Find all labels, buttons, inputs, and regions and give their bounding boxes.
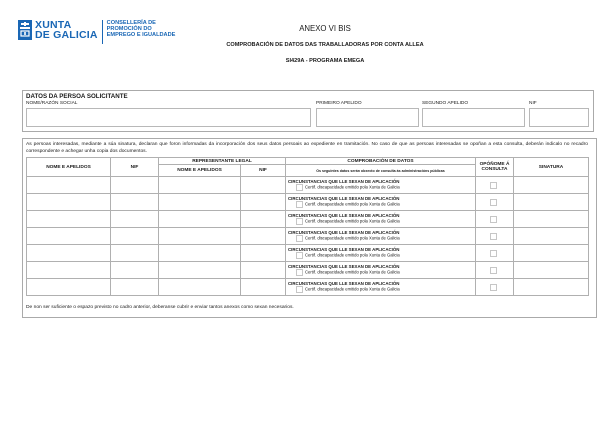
annex-title: ANEXO VI BIS — [299, 24, 351, 33]
col-header-legal-rep: REPRESENTANTE LEGAL — [159, 158, 286, 165]
row-nif-cell[interactable] — [111, 245, 159, 262]
dept-line1: CONSELLERÍA DE — [106, 20, 156, 26]
row-signature-cell[interactable] — [514, 211, 589, 228]
row-rep-name-cell[interactable] — [159, 245, 241, 262]
row-signature-cell[interactable] — [514, 177, 589, 194]
row-name-cell[interactable] — [27, 228, 111, 245]
row-disability-item — [288, 218, 475, 225]
row-disability-item — [288, 286, 475, 293]
applicant-section-title: DATOS DA PERSOA SOLICITANTE — [26, 93, 128, 100]
table-row — [27, 177, 589, 194]
dept-line3: EMPREGO E IGUALDADE — [106, 32, 176, 39]
row-rep-nif-cell[interactable] — [241, 279, 286, 296]
col-header-signature: SINATURA — [514, 158, 589, 177]
row-signature-cell[interactable] — [514, 279, 589, 296]
table-row — [27, 279, 589, 296]
consent-intro: As persoas interesadas, mediante a súa sinatura, declaran que foron informadas da incorporación dos seus datos persoais ao expediente en tramitación. No caso de que as persoas interesadas se opoñan a esta consulta, deberán indicalo no recadro correspondente e achegar unha copia dos documentos. — [26, 142, 588, 154]
disability-checkbox[interactable] — [296, 252, 303, 259]
row-rep-name-cell[interactable] — [159, 194, 241, 211]
logo-line2: DE GALICIA — [35, 29, 98, 41]
row-disability-label: Certif. discapacidade emitido pola Xunta de Galicia — [305, 235, 400, 241]
row-check-cell — [286, 279, 476, 296]
row-check-cell — [286, 262, 476, 279]
row-check-cell — [286, 228, 476, 245]
row-oppose-cell — [476, 228, 514, 245]
row-name-cell[interactable] — [27, 279, 111, 296]
oppose-checkbox[interactable] — [490, 216, 497, 223]
dept-line2: PROMOCIÓN DO — [106, 26, 152, 33]
row-check-cell — [286, 245, 476, 262]
row-name-cell[interactable] — [27, 245, 111, 262]
row-disability-label: Certif. discapacidade emitido pola Xunta de Galicia — [305, 218, 400, 224]
row-oppose-cell — [476, 279, 514, 296]
col-header-name: NOME E APELIDOS — [27, 158, 111, 177]
row-rep-name-cell[interactable] — [159, 262, 241, 279]
row-rep-nif-cell[interactable] — [241, 211, 286, 228]
row-rep-nif-cell[interactable] — [241, 262, 286, 279]
surname1-field[interactable] — [316, 108, 419, 127]
logo-divider — [102, 20, 103, 44]
row-signature-cell[interactable] — [514, 262, 589, 279]
row-circumstances-label: CIRCUNSTANCIAS QUE LLE SEXAN DE APLICACIÓN — [288, 263, 400, 269]
consent-table — [26, 157, 589, 296]
col-header-oppose — [476, 158, 514, 177]
row-disability-item — [288, 235, 475, 242]
row-signature-cell[interactable] — [514, 194, 589, 211]
table-row — [27, 245, 589, 262]
row-nif-cell[interactable] — [111, 228, 159, 245]
disability-checkbox[interactable] — [296, 235, 303, 242]
row-oppose-cell — [476, 245, 514, 262]
disability-checkbox[interactable] — [296, 269, 303, 276]
oppose-checkbox[interactable] — [490, 199, 497, 206]
row-disability-item — [288, 201, 475, 208]
row-disability-item — [288, 184, 475, 191]
col-header-rep-nif: NIF — [241, 165, 286, 177]
row-nif-cell[interactable] — [111, 177, 159, 194]
row-name-cell[interactable] — [27, 262, 111, 279]
surname2-label: SEGUNDO APELIDO — [422, 101, 469, 106]
col-header-rep-name: NOME E APELIDOS — [159, 165, 241, 177]
row-circumstances-label: CIRCUNSTANCIAS QUE LLE SEXAN DE APLICACIÓN — [288, 246, 400, 252]
oppose-checkbox[interactable] — [490, 182, 497, 189]
row-rep-name-cell[interactable] — [159, 211, 241, 228]
row-check-cell — [286, 194, 476, 211]
disability-checkbox[interactable] — [296, 218, 303, 225]
row-name-cell[interactable] — [27, 177, 111, 194]
row-rep-nif-cell[interactable] — [241, 177, 286, 194]
table-row — [27, 211, 589, 228]
row-circumstances-label: CIRCUNSTANCIAS QUE LLE SEXAN DE APLICACIÓN — [288, 280, 400, 286]
table-row — [27, 194, 589, 211]
table-row — [27, 262, 589, 279]
row-check-cell — [286, 211, 476, 228]
oppose-line2: CONSULTA — [481, 167, 508, 172]
row-signature-cell[interactable] — [514, 228, 589, 245]
row-name-cell[interactable] — [27, 194, 111, 211]
surname1-label: PRIMEIRO APELIDO — [316, 101, 362, 106]
row-nif-cell[interactable] — [111, 262, 159, 279]
col-header-check: COMPROBACIÓN DE DATOS — [286, 158, 476, 165]
row-nif-cell[interactable] — [111, 194, 159, 211]
row-disability-label: Certif. discapacidade emitido pola Xunta de Galicia — [305, 269, 400, 275]
oppose-checkbox[interactable] — [490, 284, 497, 291]
row-name-cell[interactable] — [27, 211, 111, 228]
disability-checkbox[interactable] — [296, 286, 303, 293]
row-rep-nif-cell[interactable] — [241, 245, 286, 262]
col-header-nif: NIF — [111, 158, 159, 177]
subtitle-line1: COMPROBACIÓN DE DATOS DAS TRABALLADORAS POR CONTA ALLEA — [226, 42, 424, 48]
row-rep-name-cell[interactable] — [159, 279, 241, 296]
row-disability-label: Certif. discapacidade emitido pola Xunta de Galicia — [305, 184, 400, 190]
row-circumstances-label: CIRCUNSTANCIAS QUE LLE SEXAN DE APLICACIÓN — [288, 195, 400, 201]
row-circumstances-label: CIRCUNSTANCIAS QUE LLE SEXAN DE APLICACIÓN — [288, 178, 400, 184]
row-oppose-cell — [476, 262, 514, 279]
row-nif-cell[interactable] — [111, 279, 159, 296]
row-oppose-cell — [476, 194, 514, 211]
row-rep-name-cell[interactable] — [159, 228, 241, 245]
row-check-cell — [286, 177, 476, 194]
xunta-logo — [18, 20, 175, 44]
name-label: NOME/RAZÓN SOCIAL — [26, 101, 78, 106]
row-oppose-cell — [476, 211, 514, 228]
name-field[interactable] — [26, 108, 311, 127]
disability-checkbox[interactable] — [296, 184, 303, 191]
row-rep-nif-cell[interactable] — [241, 228, 286, 245]
footer-note: De non ser suficiente o espazo previsto no cadro anterior, deberanse cubrir e enviar tantos anexos como sexan necesarios. — [26, 305, 294, 310]
row-disability-label: Certif. discapacidade emitido pola Xunta de Galicia — [305, 201, 400, 207]
row-disability-label: Certif. discapacidade emitido pola Xunta de Galicia — [305, 286, 400, 292]
row-disability-item — [288, 252, 475, 259]
row-disability-label: Certif. discapacidade emitido pola Xunta de Galicia — [305, 252, 400, 258]
oppose-checkbox[interactable] — [490, 233, 497, 240]
surname2-field[interactable] — [422, 108, 525, 127]
oppose-checkbox[interactable] — [490, 250, 497, 257]
row-disability-item — [288, 269, 475, 276]
col-header-check-note: Os seguintes datos serán obxecto de consulta ás administracións públicas — [286, 165, 476, 177]
logo-line1: XUNTA — [35, 19, 72, 31]
table-row — [27, 228, 589, 245]
document-title-block — [170, 24, 480, 65]
row-oppose-cell — [476, 177, 514, 194]
nif-label: NIF — [529, 101, 537, 106]
oppose-checkbox[interactable] — [490, 267, 497, 274]
row-signature-cell[interactable] — [514, 245, 589, 262]
row-rep-nif-cell[interactable] — [241, 194, 286, 211]
row-circumstances-label: CIRCUNSTANCIAS QUE LLE SEXAN DE APLICACIÓN — [288, 229, 400, 235]
nif-field[interactable] — [529, 108, 589, 127]
xunta-emblem-icon — [18, 20, 32, 40]
row-rep-name-cell[interactable] — [159, 177, 241, 194]
row-circumstances-label: CIRCUNSTANCIAS QUE LLE SEXAN DE APLICACIÓN — [288, 212, 400, 218]
disability-checkbox[interactable] — [296, 201, 303, 208]
row-nif-cell[interactable] — [111, 211, 159, 228]
oppose-line1: OPÓÑOME Á — [479, 162, 510, 167]
subtitle-line2: SI429A - PROGRAMA EMEGA — [285, 58, 365, 64]
